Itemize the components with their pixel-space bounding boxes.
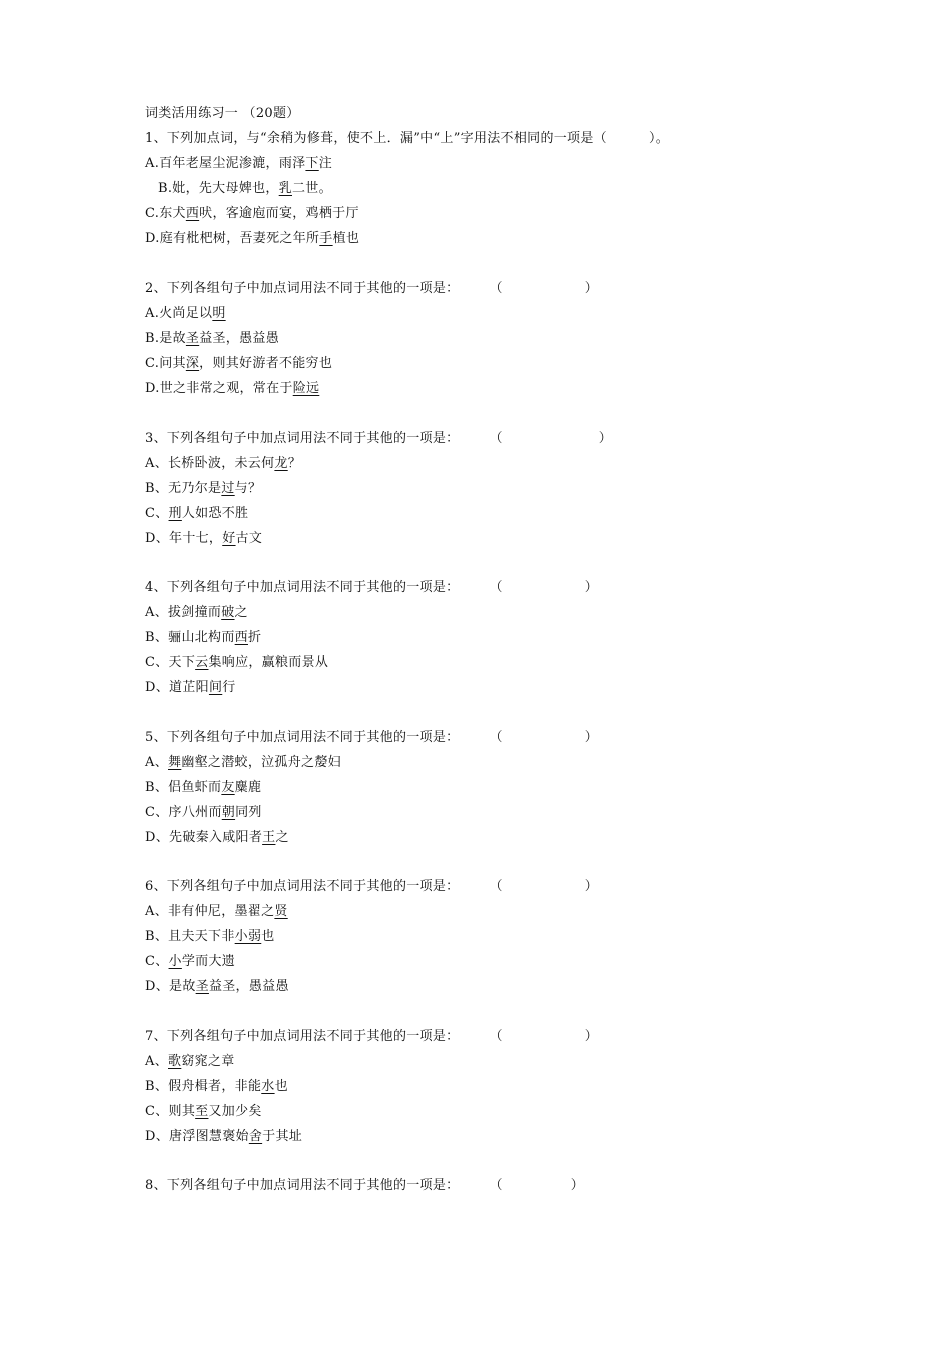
option-line	[145, 206, 359, 222]
option-text: 之	[275, 830, 289, 845]
marked-word: 西	[234, 630, 248, 645]
marked-word: 破	[221, 605, 235, 620]
marked-word: 下	[305, 156, 319, 171]
question-stem	[145, 281, 598, 297]
option-text: 注	[318, 156, 333, 171]
option-text: 也	[274, 1079, 288, 1094]
option-line	[145, 1129, 302, 1145]
option-text: 益圣，愚益愚	[208, 979, 289, 994]
option-text: 幽壑之潜蛟，泣孤舟之嫠妇	[181, 755, 341, 770]
option-text: D、道芷阳	[145, 680, 209, 695]
question-stem	[145, 879, 598, 895]
option-text: B、无乃尔是	[145, 481, 222, 496]
marked-word: 水	[261, 1079, 275, 1094]
option-text: C.问其	[145, 356, 186, 371]
stem-paren-open: （	[489, 1178, 503, 1193]
option-text: B、且夫天下非	[145, 929, 235, 944]
option-text: C、则其	[145, 1104, 196, 1119]
option-text: 吠，客逾庖而宴，鸡栖于厅	[199, 206, 359, 221]
option-text: A、非有仲尼，墨翟之	[145, 904, 275, 919]
stem-paren-open: （	[489, 281, 503, 296]
option-text: D.世之非常之观，常在于	[145, 381, 293, 396]
option-line	[145, 1079, 288, 1095]
marked-word: 深	[185, 356, 200, 371]
option-line	[158, 181, 332, 197]
stem-text: 1、下列加点词，与“余稍为修葺，使不上．漏”中“上”字用法不相同的一项是（	[145, 131, 607, 146]
option-line	[145, 481, 261, 497]
option-line	[145, 356, 332, 372]
stem-paren-close: ）	[584, 281, 599, 296]
option-text: 学而大遗	[181, 954, 236, 969]
stem-paren-close: ）	[584, 730, 599, 745]
option-line	[145, 979, 289, 995]
option-line	[145, 306, 226, 322]
marked-word: 西	[185, 206, 200, 221]
option-line	[145, 1054, 235, 1070]
option-text: 与？	[234, 481, 262, 496]
option-line	[145, 156, 332, 172]
option-text: 又加少矣	[208, 1104, 262, 1119]
question-stem	[145, 1178, 584, 1194]
stem-paren-close: ）	[584, 879, 599, 894]
marked-word: 明	[212, 306, 226, 321]
option-text: 窈窕之章	[181, 1054, 235, 1069]
option-line	[145, 1104, 262, 1120]
option-line	[145, 680, 236, 696]
question-stem	[145, 431, 612, 447]
option-text: 折	[247, 630, 262, 645]
marked-word: 刑	[168, 506, 182, 521]
question-stem	[145, 1029, 598, 1045]
option-text: 古文	[235, 531, 263, 546]
option-line	[145, 830, 289, 846]
marked-word: 小	[168, 954, 182, 969]
option-text: B、侣鱼虾而	[145, 780, 222, 795]
option-line	[145, 456, 301, 472]
option-line	[145, 630, 261, 646]
stem-text: 5、下列各组句子中加点词用法不同于其他的一项是：	[145, 730, 460, 745]
option-text: C.东犬	[145, 206, 186, 221]
option-line	[145, 531, 262, 547]
option-line	[145, 506, 248, 522]
stem-text: 6、下列各组句子中加点词用法不同于其他的一项是：	[145, 879, 460, 894]
option-text: B、假舟楫者，非能	[145, 1079, 262, 1094]
option-text: A.百年老屋尘泥渗漉，雨泽	[145, 156, 306, 171]
option-text: ，则其好游者不能穷也	[199, 356, 333, 371]
marked-word: 舍	[248, 1129, 263, 1144]
option-text: B.妣，先大母婢也，	[158, 181, 279, 196]
option-line	[145, 780, 261, 796]
marked-word: 圣	[195, 979, 209, 994]
marked-word: 间	[208, 680, 223, 695]
option-text: 二世。	[292, 181, 332, 196]
option-text: 同列	[235, 805, 262, 820]
option-text: A.火尚足以	[145, 306, 213, 321]
option-line	[145, 755, 341, 771]
marked-word: 歌	[168, 1054, 182, 1069]
option-text: 也	[261, 929, 275, 944]
option-text: A、	[145, 1054, 168, 1069]
marked-word: 王	[262, 830, 276, 845]
option-text: A、长桥卧波，未云何	[145, 456, 275, 471]
option-line	[145, 655, 328, 671]
marked-word: 好	[222, 531, 236, 546]
stem-paren-close: ）	[598, 431, 613, 446]
option-text: D、年十七，	[145, 531, 223, 546]
option-text: 植也	[332, 231, 360, 246]
stem-paren-close: ）	[584, 1029, 599, 1044]
option-text: B、骊山北构而	[145, 630, 235, 645]
marked-word: 龙	[274, 456, 288, 471]
option-line	[145, 231, 359, 247]
option-text: C、	[145, 506, 169, 521]
marked-word: 朝	[221, 805, 236, 820]
marked-word: 贤	[274, 904, 288, 919]
stem-text: 8、下列各组句子中加点词用法不同于其他的一项是：	[145, 1178, 460, 1193]
option-line	[145, 605, 248, 621]
marked-word: 至	[195, 1104, 209, 1119]
option-line	[145, 331, 279, 347]
stem-paren-open: （	[489, 431, 503, 446]
question-stem	[145, 580, 598, 596]
option-text: ？	[287, 456, 302, 471]
stem-paren-close: ）	[570, 1178, 585, 1193]
stem-text: 2、下列各组句子中加点词用法不同于其他的一项是：	[145, 281, 460, 296]
option-line	[145, 805, 262, 821]
question-stem	[145, 730, 598, 746]
option-text: 行	[222, 680, 236, 695]
option-text: D、唐浮图慧褒始	[145, 1129, 249, 1144]
marked-word: 手	[319, 231, 333, 246]
option-text: C、	[145, 954, 169, 969]
option-text: D、是故	[145, 979, 196, 994]
option-text: D.庭有枇杷树，吾妻死之年所	[145, 231, 320, 246]
marked-word: 圣	[185, 331, 200, 346]
option-text: 集响应，赢粮而景从	[208, 655, 329, 670]
stem-text: 3、下列各组句子中加点词用法不同于其他的一项是：	[145, 431, 460, 446]
option-line	[145, 381, 319, 397]
marked-word: 云	[195, 655, 209, 670]
question-stem	[145, 131, 669, 147]
option-text: C、序八州而	[145, 805, 222, 820]
marked-word: 小弱	[234, 929, 262, 944]
marked-word: 乳	[278, 181, 292, 196]
option-text: A、拔剑撞而	[145, 605, 222, 620]
marked-word: 友	[221, 780, 235, 795]
option-text: 麋鹿	[234, 780, 262, 795]
stem-text: 4、下列各组句子中加点词用法不同于其他的一项是：	[145, 580, 460, 595]
stem-paren-open: （	[489, 730, 503, 745]
marked-word: 险远	[292, 381, 320, 396]
option-line	[145, 904, 288, 920]
stem-suffix: ）。	[648, 131, 670, 146]
option-text: C、天下	[145, 655, 196, 670]
stem-paren-open: （	[489, 879, 503, 894]
marked-word: 舞	[168, 755, 182, 770]
stem-paren-close: ）	[584, 580, 599, 595]
option-text: 之	[234, 605, 248, 620]
option-text: A、	[145, 755, 168, 770]
stem-text: 7、下列各组句子中加点词用法不同于其他的一项是：	[145, 1029, 460, 1044]
option-text: 人如恐不胜	[181, 506, 249, 521]
option-text: B.是故	[145, 331, 186, 346]
option-line	[145, 954, 235, 970]
option-text: 于其址	[262, 1129, 303, 1144]
stem-paren-open: （	[489, 580, 503, 595]
marked-word: 过	[221, 481, 235, 496]
option-text: D、先破秦入咸阳者	[145, 830, 263, 845]
option-line	[145, 929, 275, 945]
page-title: 词类活用练习一 （20题）	[145, 106, 300, 121]
stem-paren-open: （	[489, 1029, 503, 1044]
option-text: 益圣，愚益愚	[199, 331, 280, 346]
